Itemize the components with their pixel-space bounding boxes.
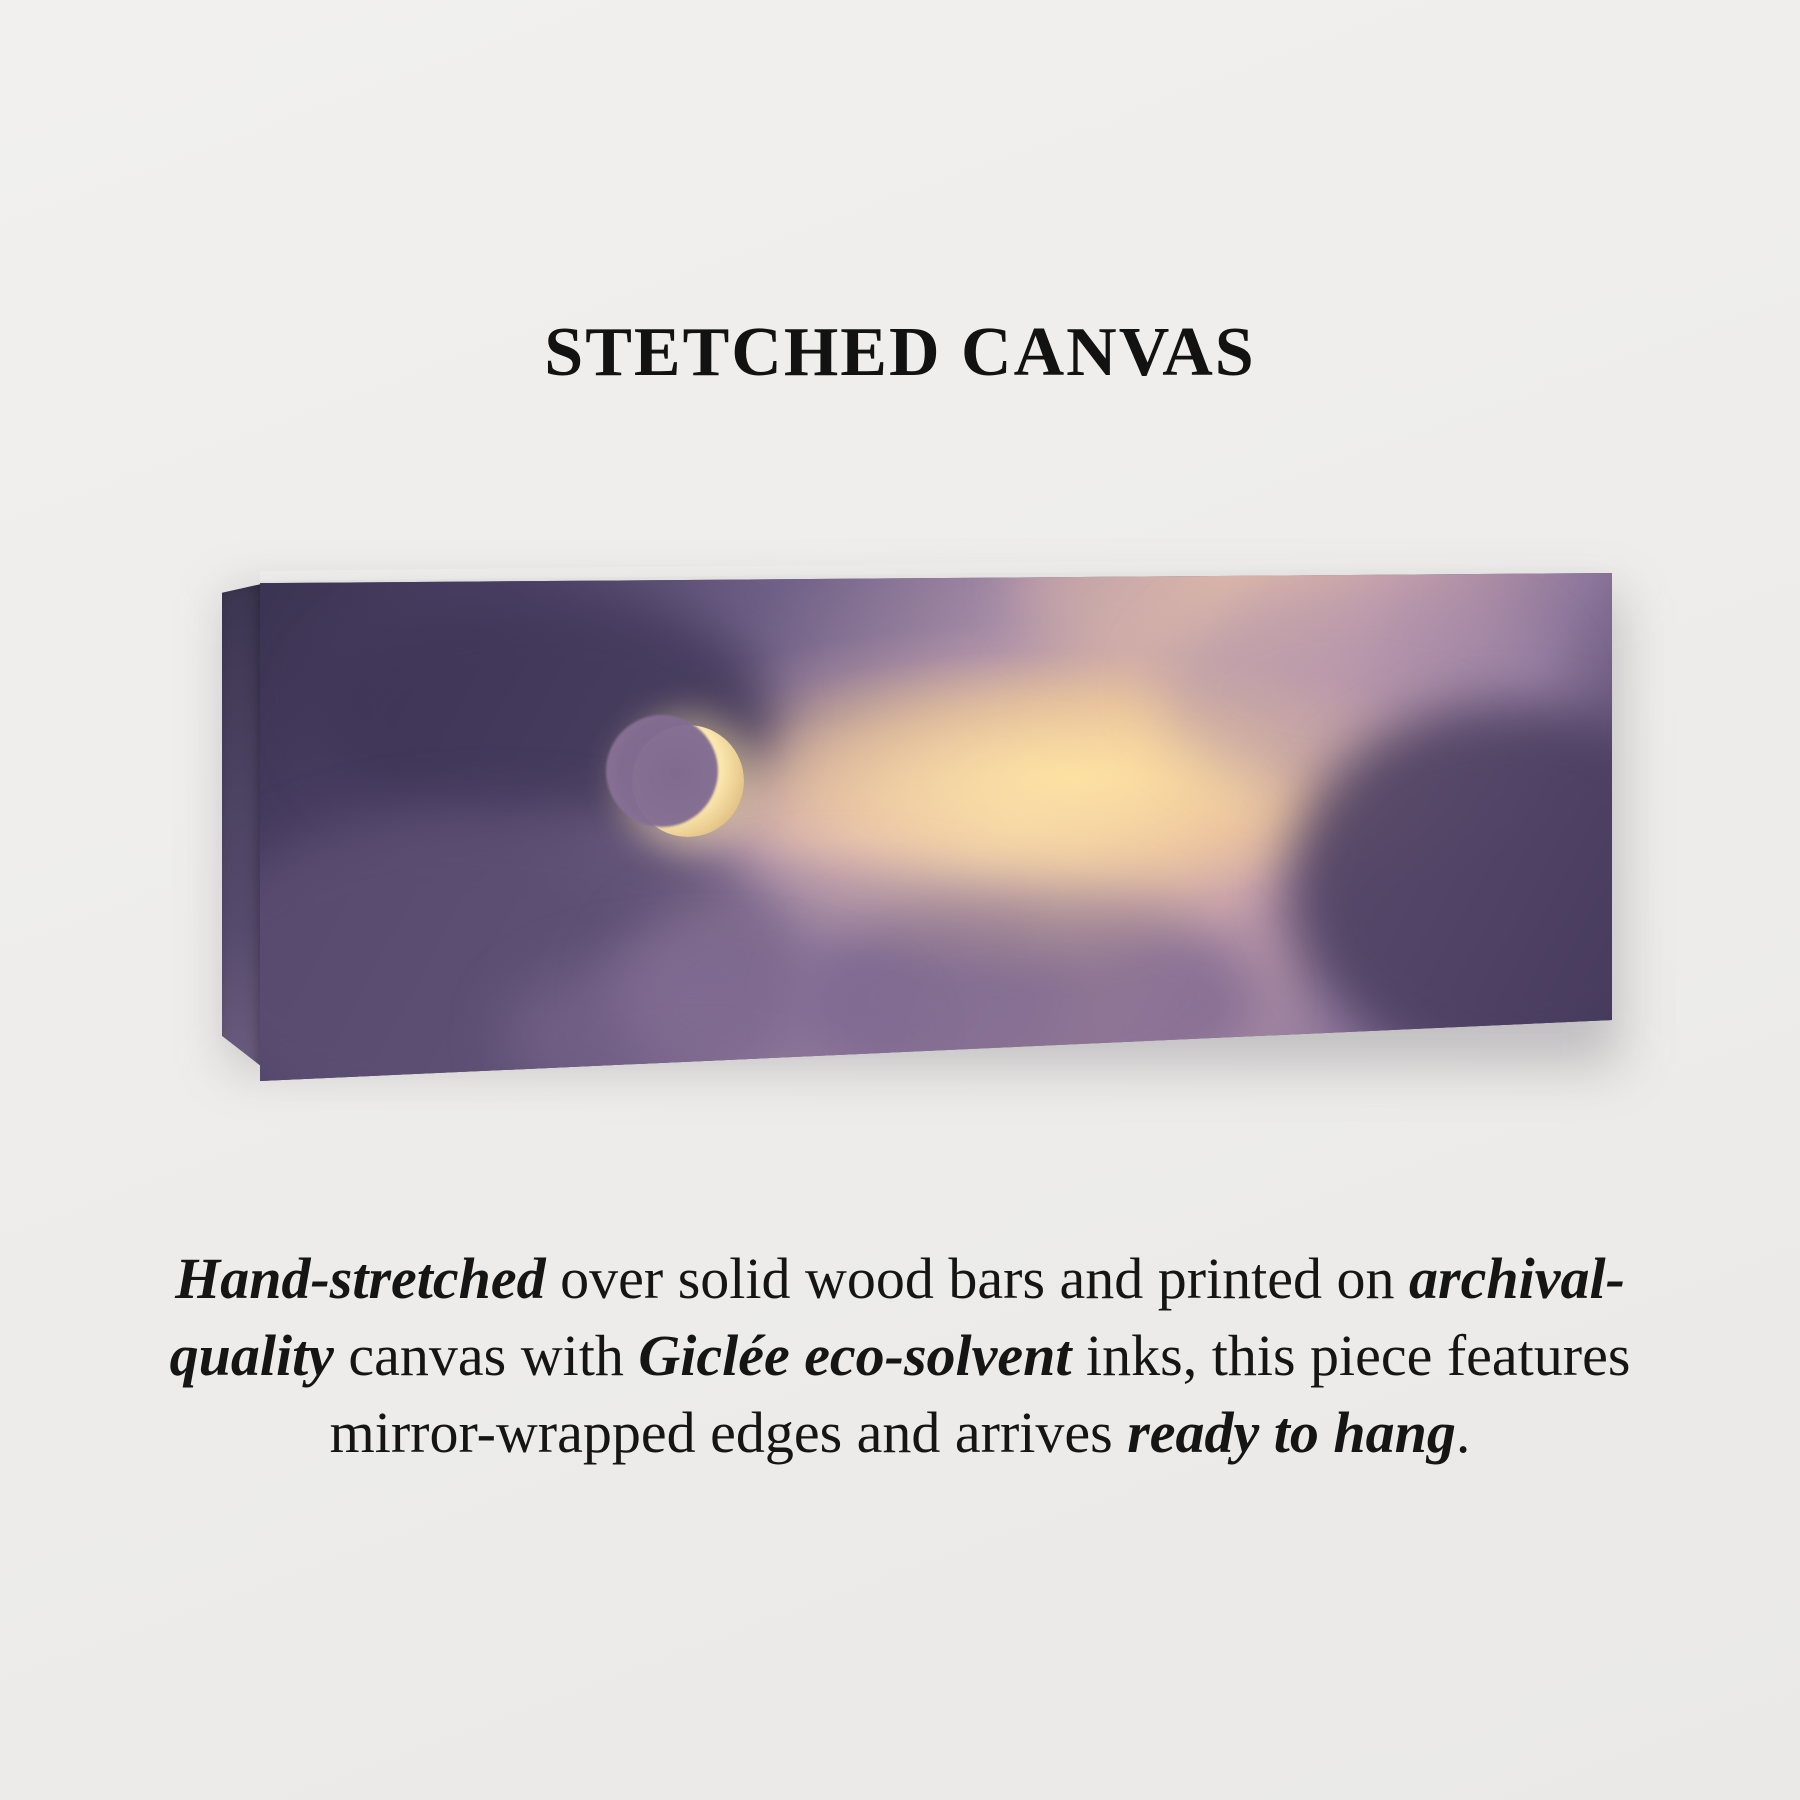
desc-emphasis-archival: archival-quality (169, 1246, 1625, 1389)
desc-text-6: . (1455, 1400, 1471, 1466)
canvas-front-face (260, 573, 1612, 1081)
desc-emphasis-hand-stretched: Hand-stretched (175, 1246, 546, 1311)
desc-text-5: arrives (954, 1400, 1128, 1466)
canvas-body (205, 565, 1620, 1085)
canvas-mockup (205, 565, 1620, 1095)
page-title: STETCHED CANVAS (544, 314, 1256, 391)
product-description (150, 1240, 1650, 1471)
desc-text-1: over solid wood bars and printed (545, 1246, 1323, 1311)
sun-glow (720, 664, 1315, 979)
canvas-left-edge (222, 583, 266, 1070)
crescent-moon-icon (632, 725, 744, 837)
desc-text-2: on (1336, 1246, 1410, 1311)
desc-text-4: inks, this piece features mirror-wrapped edges and (329, 1323, 1631, 1466)
desc-text-3: canvas with (333, 1323, 639, 1389)
desc-emphasis-giclee: Giclée eco-solvent (638, 1323, 1072, 1389)
desc-emphasis-ready-to-hang: ready to hang (1127, 1400, 1456, 1466)
